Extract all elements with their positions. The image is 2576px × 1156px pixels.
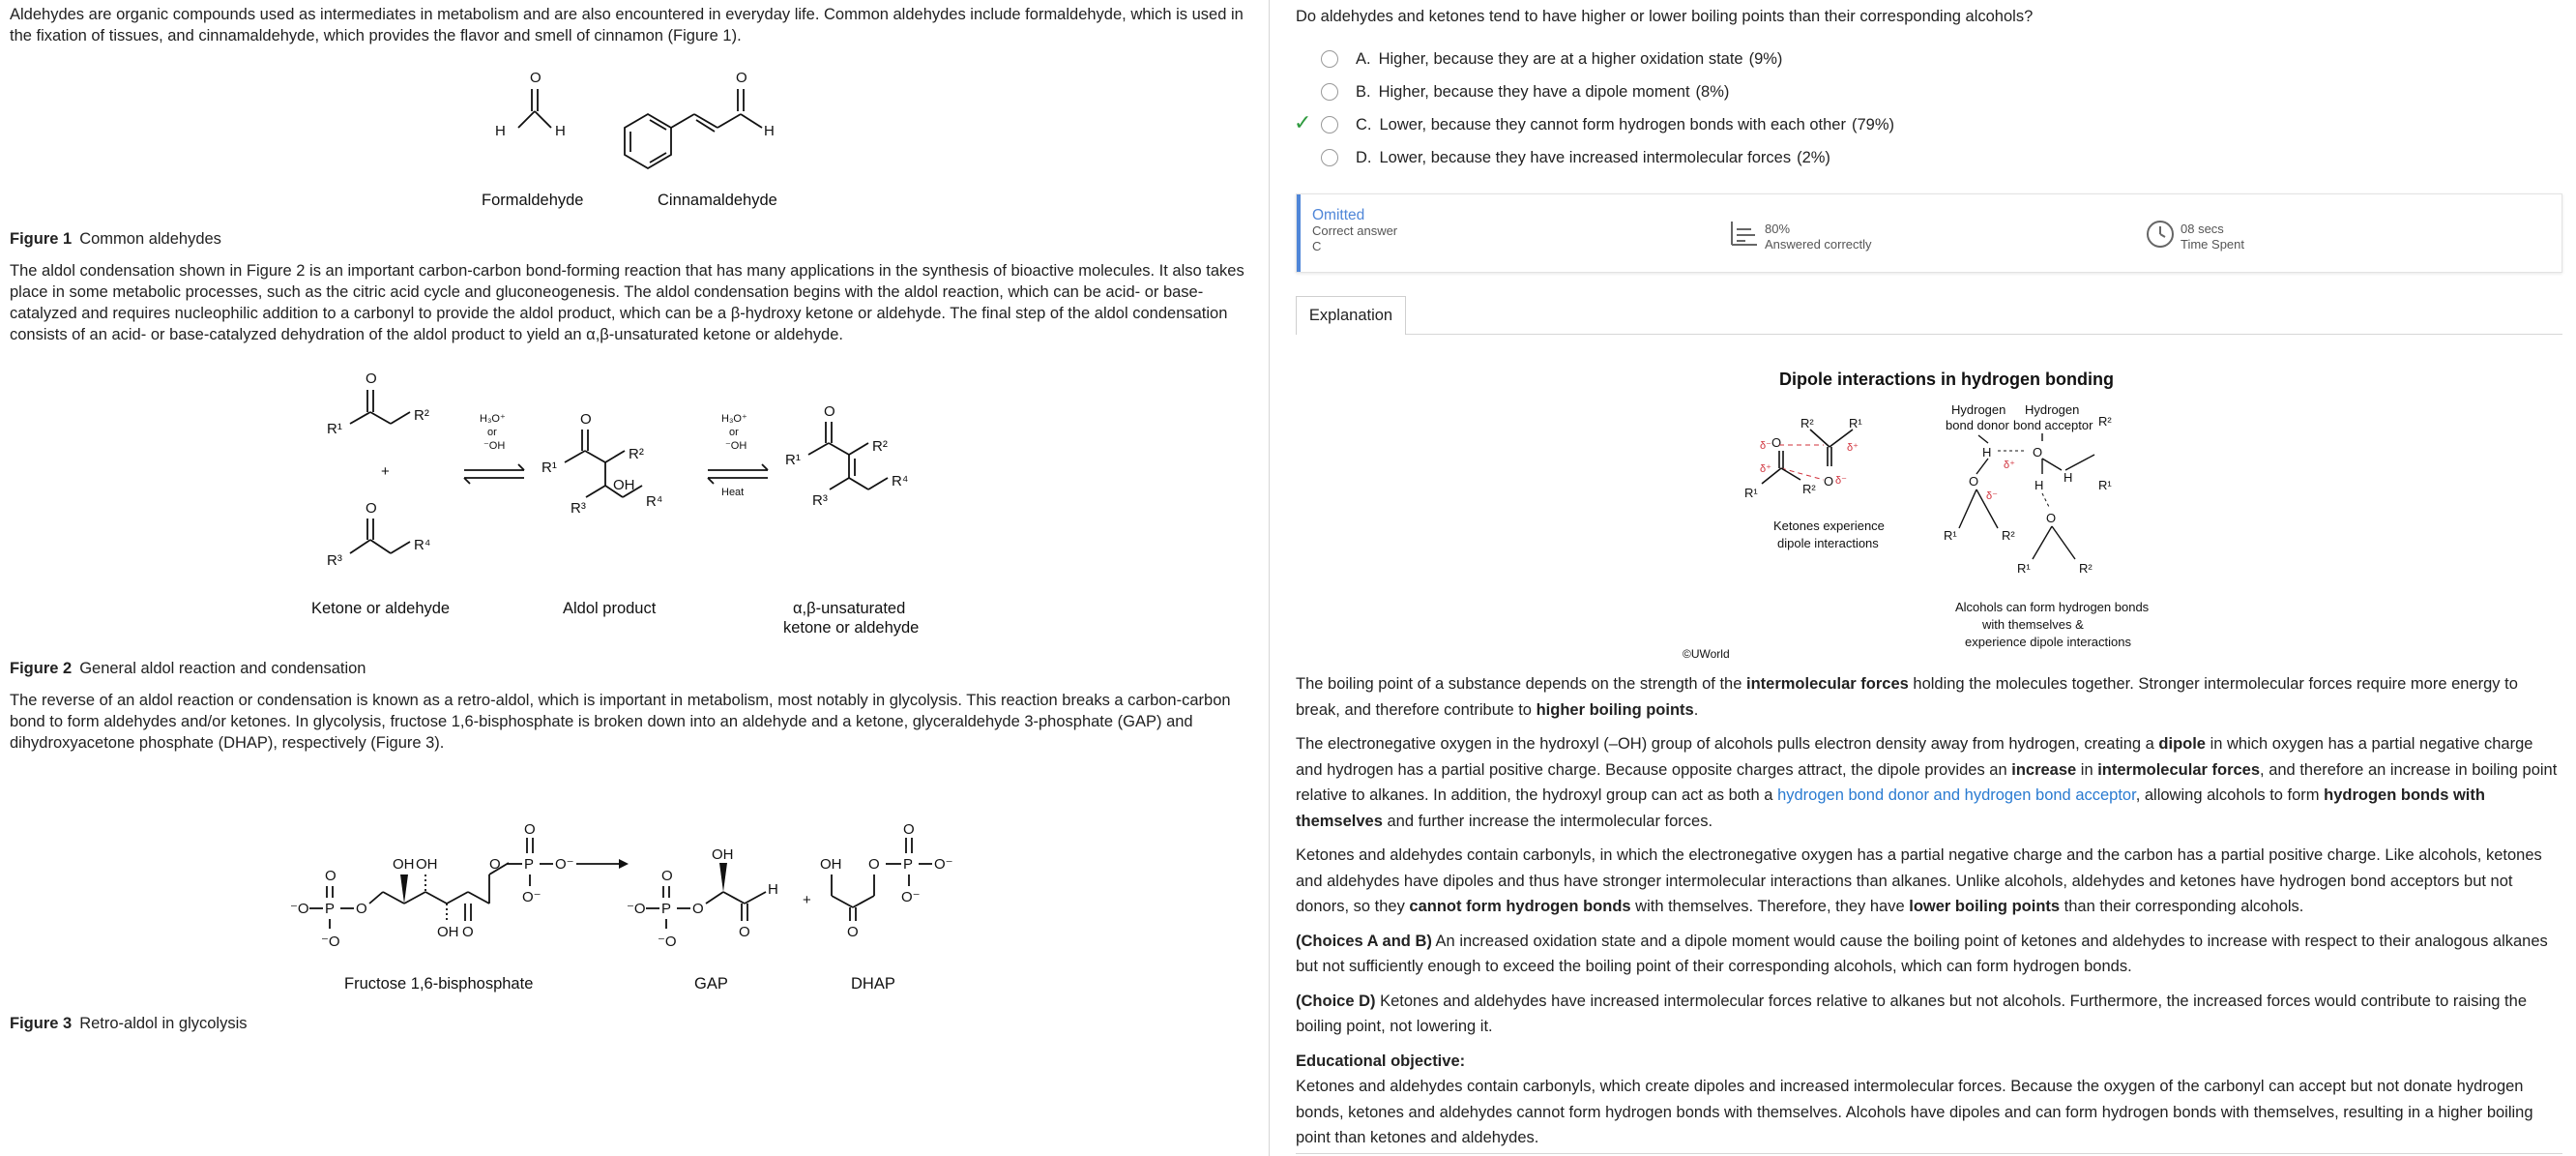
figure-2-caption: Figure 2 General aldol reaction and condensation (10, 660, 366, 677)
svg-text:R³: R³ (327, 552, 342, 569)
svg-text:R²: R² (2098, 414, 2112, 429)
figure-1-caption: Figure 1 Common aldehydes (10, 230, 221, 248)
svg-text:R¹: R¹ (785, 452, 801, 468)
svg-text:⁻OH: ⁻OH (483, 440, 506, 452)
svg-text:OH: OH (393, 856, 415, 873)
svg-text:O: O (661, 868, 673, 884)
svg-text:or: or (487, 427, 497, 438)
passage-paragraph-1: Aldehydes are organic compounds used as intermediates in metabolism and are also encountered in everyday life. Common aldehydes include formaldehyde, which is used in the fixation of tissues, and cinnamaldehyde, which provides the flavor and smell of cinnamon (Figure 1). (10, 6, 1244, 44)
time-spent: 08 secs (2181, 222, 2224, 236)
svg-text:⁻OH: ⁻OH (725, 440, 747, 452)
status-block: Omitted Correct answer C (1312, 207, 1398, 253)
svg-text:O⁻: O⁻ (555, 856, 574, 873)
svg-text:⁻O: ⁻O (658, 934, 677, 950)
svg-text:P: P (661, 901, 672, 917)
copyright-text: ©UWorld (1683, 647, 1730, 661)
svg-text:dipole interactions: dipole interactions (1777, 536, 1879, 550)
choice-d[interactable]: D. Lower, because they have increased intermolecular forces (2%) (1321, 145, 1830, 170)
svg-text:δ⁺: δ⁺ (1847, 442, 1859, 454)
svg-text:O⁻: O⁻ (934, 856, 953, 873)
svg-text:Aldol product: Aldol product (563, 600, 657, 617)
svg-text:α,β-unsaturated: α,β-unsaturated (793, 600, 906, 617)
svg-text:δ⁻: δ⁻ (1835, 475, 1847, 487)
svg-text:O: O (824, 403, 835, 420)
svg-text:R⁴: R⁴ (892, 473, 909, 489)
formaldehyde-h1: H (495, 123, 506, 139)
panel-divider (1269, 0, 1270, 1156)
radio-d[interactable] (1321, 149, 1338, 166)
svg-text:Ketones experience: Ketones experience (1773, 519, 1885, 533)
svg-text:or: or (729, 427, 739, 438)
radio-b[interactable] (1321, 83, 1338, 101)
svg-text:H: H (768, 881, 778, 898)
svg-text:O: O (462, 924, 474, 940)
svg-text:Alcohols can form hydrogen bon: Alcohols can form hydrogen bonds (1955, 600, 2150, 614)
svg-text:R⁴: R⁴ (414, 537, 431, 553)
svg-text:δ⁺: δ⁺ (1760, 463, 1771, 475)
clock-icon (2146, 220, 2175, 249)
percent-correct: 80% (1765, 222, 1791, 236)
figure-3-caption: Figure 3 Retro-aldol in glycolysis (10, 1015, 248, 1032)
time-block: 08 secs Time Spent (2181, 222, 2244, 252)
svg-text:O: O (847, 924, 859, 940)
question-panel (1296, 0, 2562, 1156)
svg-text:O: O (325, 868, 337, 884)
svg-text:O: O (356, 901, 367, 917)
explanation-choices-ab: (Choices A and B) An increased oxidation state and a dipole moment would cause the boiling point of ketones and aldehydes to increase with respect to their analogous alkanes but not sufficiently enough to exceed the boiling point of their corresponding alcohols, which can form hydrogen bonds. (1296, 932, 2548, 975)
educational-objective-text: Ketones and aldehydes contain carbonyls, which create dipoles and increased intermolecular forces. Because the oxygen of the carbonyl can accept but not donate hydrogen bonds, ketones and aldehydes cannot form hydrogen bonds with themselves. Alcohols have dipoles and can form hydrogen bonds with themselves, resulting in a higher boiling point than ketones and aldehydes. (1296, 1078, 2533, 1146)
svg-text:R¹: R¹ (542, 459, 557, 476)
svg-text:R¹: R¹ (327, 421, 342, 437)
formaldehyde-o: O (530, 70, 542, 86)
svg-text:R¹: R¹ (1944, 528, 1957, 543)
svg-text:R²: R² (1800, 416, 1814, 430)
svg-text:O: O (580, 411, 592, 428)
svg-text:OH: OH (613, 477, 635, 493)
svg-text:O: O (1969, 474, 1979, 489)
correct-check-icon: ✓ (1294, 110, 1312, 134)
svg-text:O: O (868, 856, 880, 873)
correct-answer-value: C (1312, 239, 1322, 253)
svg-text:δ⁺: δ⁺ (2004, 459, 2015, 471)
svg-text:P: P (325, 901, 336, 917)
svg-text:O: O (692, 901, 704, 917)
svg-text:DHAP: DHAP (851, 975, 895, 993)
educational-objective-title: Educational objective: (1296, 1052, 1466, 1070)
svg-text:δ⁻: δ⁻ (1986, 490, 1998, 502)
svg-text:⁻O: ⁻O (321, 934, 340, 950)
svg-text:O: O (1824, 474, 1834, 489)
answer-stats-panel (1296, 193, 2562, 273)
bottom-divider (1296, 1153, 2562, 1154)
svg-text:R²: R² (414, 407, 429, 424)
svg-text:Hydrogen: Hydrogen (1951, 402, 2006, 417)
svg-text:δ⁻: δ⁻ (1760, 440, 1771, 452)
svg-text:R²: R² (629, 446, 644, 462)
dipole-figure (1683, 366, 2224, 666)
svg-text:O: O (366, 371, 377, 387)
passage-paragraph-2: The aldol condensation shown in Figure 2 is an important carbon-carbon bond-forming reaction that has many applications in the synthesis of bioactive molecules. It also takes place in some metabolic processes, such as the citric acid cycle and gluconeogenesis. The aldol condensation begins with the aldol reaction, which can be acid- or base-catalyzed and requires nucleophilic addition to a carbonyl to provide the aldol product, which can be a β-hydroxy ketone or aldehyde. The final step of the aldol condensation consists of an acid- or base-catalyzed dehydration of the aldol product to yield an α,β-unsaturated ketone or aldehyde. (10, 262, 1244, 343)
choice-b[interactable]: B. Higher, because they have a dipole moment (8%) (1321, 79, 1729, 104)
figure-2-aldol-scheme (290, 366, 986, 637)
svg-text:bond acceptor: bond acceptor (2013, 418, 2093, 432)
svg-text:O: O (2033, 445, 2043, 459)
svg-text:R³: R³ (571, 500, 586, 517)
svg-text:OH: OH (712, 846, 734, 863)
hydrogen-bond-link[interactable]: hydrogen bond donor and hydrogen bond acceptor (1777, 786, 2136, 804)
svg-text:with themselves &: with themselves & (1982, 617, 2084, 632)
passage-panel (0, 0, 1257, 1156)
explanation-paragraph-2: The electronegative oxygen in the hydroxyl (–OH) group of alcohols pulls electron density away from hydrogen, creating a dipole in which oxygen has a partial negative charge and hydrogen has a partial positive charge. Because opposite charges attract, the dipole provides an increase in intermolecular forces, and therefore an increase in boiling point relative to alkanes. In addition, the hydroxyl group can act as both a hydrogen bond donor and hydrogen bond acceptor, allowing alcohols to form hydrogen bonds with themselves and further increase the intermolecular forces. (1296, 735, 2558, 830)
svg-text:O: O (524, 821, 536, 838)
cinnamaldehyde-o: O (736, 70, 747, 86)
svg-text:experience dipole interactions: experience dipole interactions (1965, 635, 2131, 649)
svg-text:O: O (739, 924, 750, 940)
dipole-figure-title: Dipole interactions in hydrogen bonding (1779, 370, 2114, 389)
svg-text:O⁻: O⁻ (901, 889, 921, 905)
svg-text:Hydrogen: Hydrogen (2025, 402, 2080, 417)
svg-text:R²: R² (2002, 528, 2015, 543)
svg-text:H: H (2034, 478, 2044, 492)
formaldehyde-label: Formaldehyde (482, 192, 584, 209)
cinnamaldehyde-label: Cinnamaldehyde (658, 192, 777, 209)
radio-c[interactable] (1321, 116, 1338, 133)
figure-1-structures (474, 58, 841, 213)
svg-text:H₃O⁺: H₃O⁺ (480, 413, 506, 425)
svg-text:H₃O⁺: H₃O⁺ (721, 413, 747, 425)
answer-choices (1296, 46, 2562, 182)
svg-text:OH: OH (437, 924, 459, 940)
svg-text:+: + (803, 892, 811, 908)
svg-text:O: O (2046, 511, 2057, 525)
svg-text:O: O (903, 821, 915, 838)
svg-text:P: P (524, 856, 535, 873)
svg-text:R²: R² (2079, 561, 2093, 576)
svg-text:OH: OH (416, 856, 438, 873)
svg-text:O⁻: O⁻ (522, 889, 542, 905)
svg-text:R³: R³ (812, 492, 828, 509)
svg-text:O: O (489, 856, 501, 873)
figure-3-retro-aldol (290, 774, 986, 1002)
svg-text:+: + (381, 463, 390, 480)
svg-text:Ketone or aldehyde: Ketone or aldehyde (311, 600, 451, 617)
svg-text:R¹: R¹ (1849, 416, 1862, 430)
passage-paragraph-3: The reverse of an aldol reaction or condensation is known as a retro-aldol, which is important in metabolism, most notably in glycolysis. This reaction breaks a carbon-carbon bond to form aldehydes and/or ketones. In glycolysis, fructose 1,6-bisphosphate is broken down into an aldehyde and a ketone, glyceraldehyde 3-phosphate (GAP) and dihydroxyacetone phosphate (DHAP), respectively (Figure 3). (10, 692, 1231, 752)
bar-chart-icon (1730, 220, 1759, 247)
svg-text:R¹: R¹ (1744, 486, 1758, 500)
svg-text:P: P (903, 856, 914, 873)
svg-text:R¹: R¹ (2098, 478, 2112, 492)
status-omitted: Omitted (1312, 207, 1365, 223)
svg-text:H: H (2064, 470, 2073, 485)
radio-a[interactable] (1321, 50, 1338, 68)
svg-text:O: O (366, 500, 377, 517)
svg-text:⁻O: ⁻O (290, 901, 309, 917)
svg-text:R²: R² (872, 438, 888, 455)
formaldehyde-h2: H (555, 123, 566, 139)
tab-explanation[interactable]: Explanation (1296, 296, 1406, 335)
explanation-paragraph-3: Ketones and aldehydes contain carbonyls, in which the electronegative oxygen has a partial negative charge and the carbon has a partial positive charge. Like alcohols, ketones and aldehydes have dipoles and thus have stronger intermolecular interactions than alkanes. Unlike alcohols, aldehydes and ketones have hydrogen bond acceptors but not donors, so they cannot form hydrogen bonds with themselves. Therefore, they have lower boiling points than their corresponding alcohols. (1296, 846, 2542, 915)
svg-text:Fructose 1,6-bisphosphate: Fructose 1,6-bisphosphate (344, 975, 534, 993)
svg-text:R⁴: R⁴ (646, 493, 663, 510)
explanation-choice-d: (Choice D) Ketones and aldehydes have increased intermolecular forces relative to alkanes but not alcohols. Furthermore, the increased forces would contribute to raising the boiling point, not lowering it. (1296, 992, 2527, 1035)
svg-text:R¹: R¹ (2017, 561, 2031, 576)
status-accent-bar (1297, 194, 1301, 272)
svg-text:R²: R² (1802, 482, 1816, 496)
choice-c[interactable]: C. Lower, because they cannot form hydrogen bonds with each other (79%) (1321, 112, 1894, 137)
explanation-paragraph-1: The boiling point of a substance depends on the strength of the intermolecular forces holding the molecules together. Stronger intermolecular forces require more energy to break, and therefore contribute to higher boiling points. (1296, 675, 2518, 719)
tab-underline (1406, 334, 2562, 335)
svg-text:H: H (1982, 445, 1992, 459)
svg-text:Heat: Heat (721, 487, 745, 498)
svg-text:ketone or aldehyde: ketone or aldehyde (783, 619, 920, 637)
choice-a[interactable]: A. Higher, because they are at a higher oxidation state (9%) (1321, 46, 1782, 72)
svg-text:OH: OH (820, 856, 842, 873)
percent-block: 80% Answered correctly (1765, 222, 1872, 252)
svg-text:bond donor: bond donor (1946, 418, 2009, 432)
svg-text:O: O (1771, 435, 1782, 450)
question-text: Do aldehydes and ketones tend to have higher or lower boiling points than their corresponding alcohols? (1296, 8, 2034, 25)
svg-text:⁻O: ⁻O (627, 901, 646, 917)
cinnamaldehyde-h: H (764, 123, 775, 139)
svg-text:GAP: GAP (694, 975, 728, 993)
explanation-body (1296, 671, 2562, 1151)
